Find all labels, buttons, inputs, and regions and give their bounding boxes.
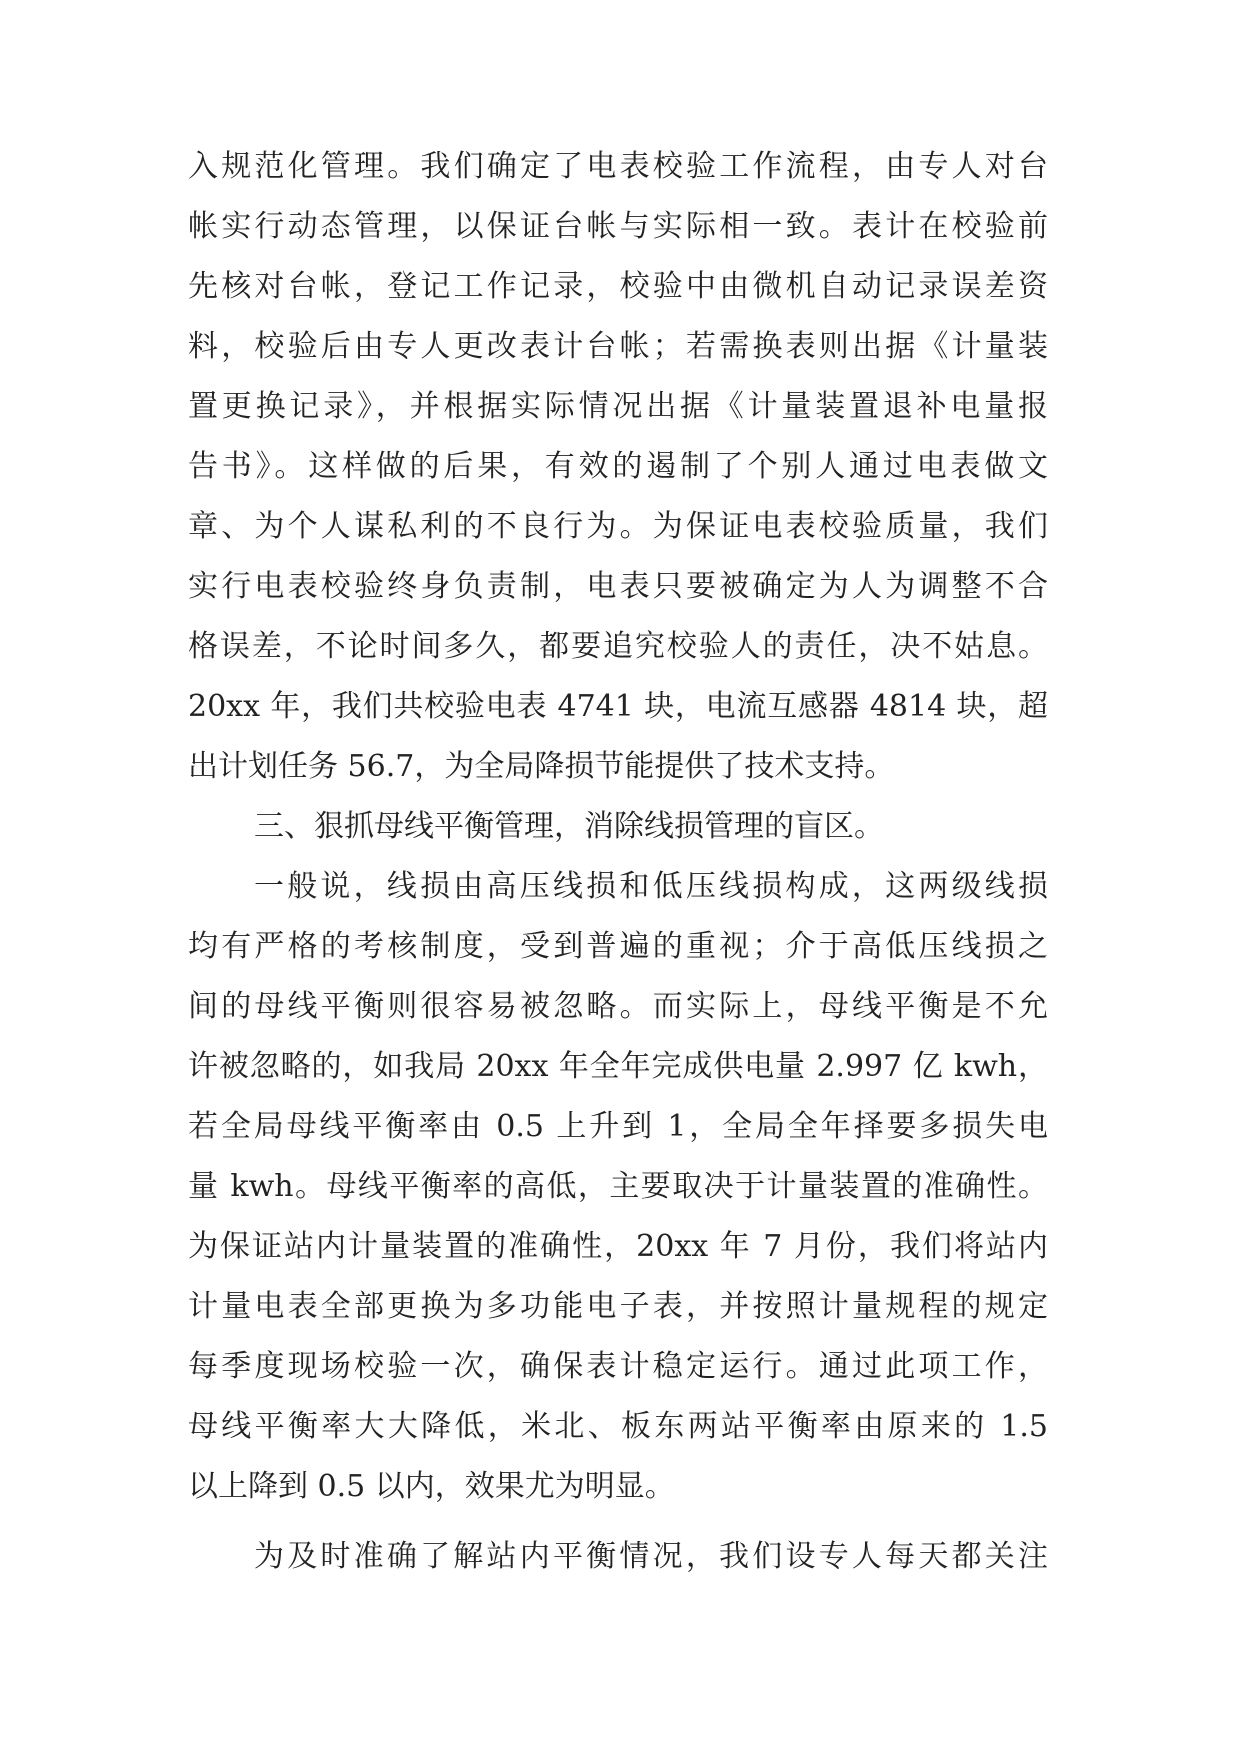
text-line: 置更换记录》，并根据实际情况出据《计量装置退补电量报 (188, 389, 1048, 424)
text-line: 母线平衡率大大降低，米北、板东两站平衡率由原来的 1.5 (188, 1409, 1048, 1444)
text-line: 章、为个人谋私利的不良行为。为保证电表校验质量，我们 (188, 509, 1048, 544)
text-line: 帐实行动态管理，以保证台帐与实际相一致。表计在校验前 (188, 209, 1048, 244)
text-line: 实行电表校验终身负责制，电表只要被确定为人为调整不合 (188, 569, 1048, 604)
text-line: 格误差，不论时间多久，都要追究校验人的责任，决不姑息。 (188, 629, 1048, 664)
text-line: 告书》。这样做的后果，有效的遏制了个别人通过电表做文 (188, 449, 1048, 484)
text-line: 为保证站内计量装置的准确性，20xx 年 7 月份，我们将站内 (188, 1229, 1048, 1264)
text-line: 料，校验后由专人更改表计台帐；若需换表则出据《计量装 (188, 329, 1048, 364)
text-line: 以上降到 0.5 以内，效果尤为明显。 (188, 1469, 675, 1504)
text-line: 间的母线平衡则很容易被忽略。而实际上，母线平衡是不允 (188, 989, 1048, 1024)
text-line: 量 kwh。母线平衡率的高低，主要取决于计量装置的准确性。 (188, 1169, 1048, 1204)
text-line: 20xx 年，我们共校验电表 4741 块，电流互感器 4814 块，超 (188, 689, 1048, 724)
text-line: 许被忽略的，如我局 20xx 年全年完成供电量 2.997 亿 kwh， (188, 1049, 1048, 1084)
text-line: 均有严格的考核制度，受到普遍的重视；介于高低压线损之 (188, 929, 1048, 964)
text-line: 若全局母线平衡率由 0.5 上升到 1，全局全年择要多损失电 (188, 1109, 1048, 1144)
text-line: 出计划任务 56.7，为全局降损节能提供了技术支持。 (188, 749, 895, 784)
text-line: 计量电表全部更换为多功能电子表，并按照计量规程的规定 (188, 1289, 1048, 1324)
text-line: 入规范化管理。我们确定了电表校验工作流程，由专人对台 (188, 149, 1048, 184)
text-line: 为及时准确了解站内平衡情况，我们设专人每天都关注 (254, 1539, 1048, 1574)
text-line: 先核对台帐，登记工作记录，校验中由微机自动记录误差资 (188, 269, 1048, 304)
text-line: 每季度现场校验一次，确保表计稳定运行。通过此项工作， (188, 1349, 1048, 1384)
section-heading: 三、狠抓母线平衡管理，消除线损管理的盲区。 (254, 809, 884, 844)
text-line: 一般说，线损由高压线损和低压线损构成，这两级线损 (254, 869, 1048, 904)
